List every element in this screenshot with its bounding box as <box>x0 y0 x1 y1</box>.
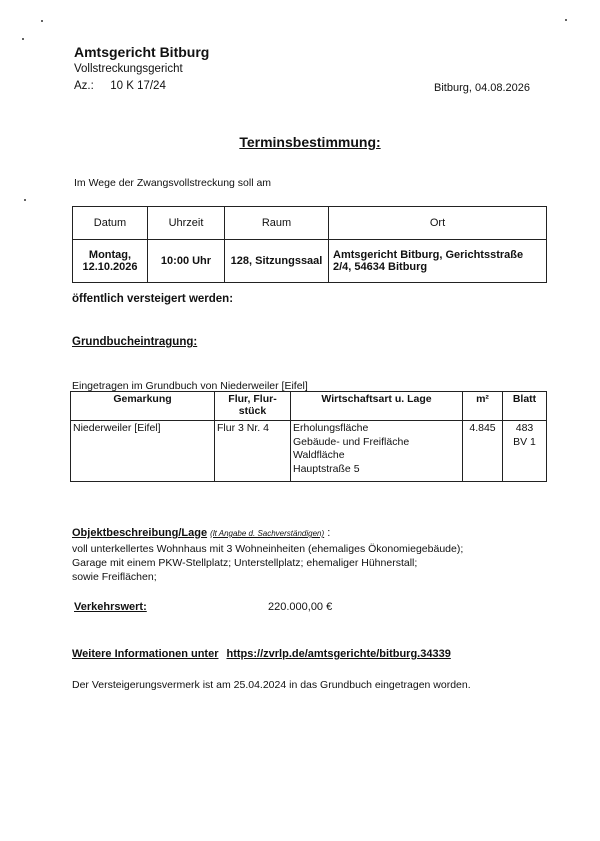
header-flur-line1: Flur, Flur- <box>228 393 277 405</box>
scan-speck <box>41 20 43 22</box>
intro-text: Im Wege der Zwangsvollstreckung soll am <box>74 177 272 189</box>
weitere-url[interactable]: https://zvrlp.de/amtsgerichte/bitburg.34339 <box>226 648 451 660</box>
weitere-informationen <box>72 648 459 660</box>
appointment-table <box>72 206 547 283</box>
cell-m2: 4.845 <box>463 421 503 482</box>
header-m2: m² <box>463 392 503 421</box>
header-wirtschaftsart: Wirtschaftsart u. Lage <box>291 392 463 421</box>
ort-line2: 2/4, 54634 Bitburg <box>333 261 428 273</box>
header-raum: Raum <box>225 207 329 240</box>
scan-speck <box>22 38 24 40</box>
header-flur <box>215 392 291 421</box>
cell-flur: Flur 3 Nr. 4 <box>215 421 291 482</box>
wirtschaftsart-line: Erholungsfläche <box>293 422 369 434</box>
cell-blatt <box>503 421 547 482</box>
document-date: Bitburg, 04.08.2026 <box>434 82 531 94</box>
header-gemarkung: Gemarkung <box>71 392 215 421</box>
ort-line1: Amtsgericht Bitburg, Gerichtsstraße <box>333 249 524 261</box>
cell-raum: 128, Sitzungssaal <box>225 240 329 283</box>
objekt-heading: Objektbeschreibung/Lage <box>72 527 208 539</box>
description-line: voll unterkellertes Wohnhaus mit 3 Wohneinheiten (ehemaliges Ökonomiegebäude); <box>72 543 464 555</box>
case-number <box>74 80 166 92</box>
scan-speck <box>565 19 567 21</box>
verkehrswert-label: Verkehrswert: <box>74 601 147 613</box>
objekt-note: (lt Angabe d. Sachverständigen) <box>210 529 325 538</box>
objekt-heading-line <box>72 527 330 539</box>
case-number-value: 10 K 17/24 <box>110 80 166 92</box>
description-line: sowie Freiflächen; <box>72 571 157 583</box>
weitere-label: Weitere Informationen unter <box>72 648 219 660</box>
blatt-number: 483 <box>515 422 534 434</box>
wirtschaftsart-line: Gebäude- und Freifläche <box>293 435 410 448</box>
grundbuch-intro: Eingetragen im Grundbuch von Niederweiler [Eifel] <box>72 380 308 392</box>
grundbuch-heading: Grundbucheintragung: <box>72 336 198 348</box>
document-title: Terminsbestimmung: <box>239 134 381 150</box>
header-uhrzeit: Uhrzeit <box>148 207 225 240</box>
cell-ort <box>329 240 547 283</box>
wirtschaftsart-line: Waldfläche <box>293 449 345 461</box>
blatt-bv: BV 1 <box>513 435 536 448</box>
table-header-row <box>73 207 547 240</box>
datum-weekday: Montag, <box>88 249 132 261</box>
table-row <box>71 421 547 482</box>
versteigerungsvermerk: Der Versteigerungsvermerk ist am 25.04.2024 in das Grundbuch eingetragen worden. <box>72 679 471 691</box>
grundbuch-table <box>70 391 547 482</box>
objekt-description <box>72 542 463 584</box>
objekt-suffix: : <box>327 527 331 539</box>
table-header-row <box>71 392 547 421</box>
header-ort: Ort <box>329 207 547 240</box>
wirtschaftsart-line: Hauptstraße 5 <box>293 462 360 475</box>
case-number-label: Az.: <box>74 80 94 92</box>
datum-date: 12.10.2026 <box>82 261 138 273</box>
cell-wirtschaftsart <box>291 421 463 482</box>
description-line: Garage mit einem PKW-Stellplatz; Unterstellplatz; ehemaliger Hühnerstall; <box>72 557 418 569</box>
cell-uhrzeit: 10:00 Uhr <box>148 240 225 283</box>
scan-speck <box>24 199 26 201</box>
court-name: Amtsgericht Bitburg <box>74 44 210 60</box>
verkehrswert-value: 220.000,00 € <box>268 601 333 613</box>
header-datum: Datum <box>73 207 148 240</box>
header-blatt: Blatt <box>503 392 547 421</box>
header-flur-line2: stück <box>238 405 267 417</box>
table-row <box>73 240 547 283</box>
cell-gemarkung: Niederweiler [Eifel] <box>71 421 215 482</box>
auction-statement: öffentlich versteigert werden: <box>72 293 234 305</box>
cell-datum <box>73 240 148 283</box>
court-department: Vollstreckungsgericht <box>74 63 183 75</box>
